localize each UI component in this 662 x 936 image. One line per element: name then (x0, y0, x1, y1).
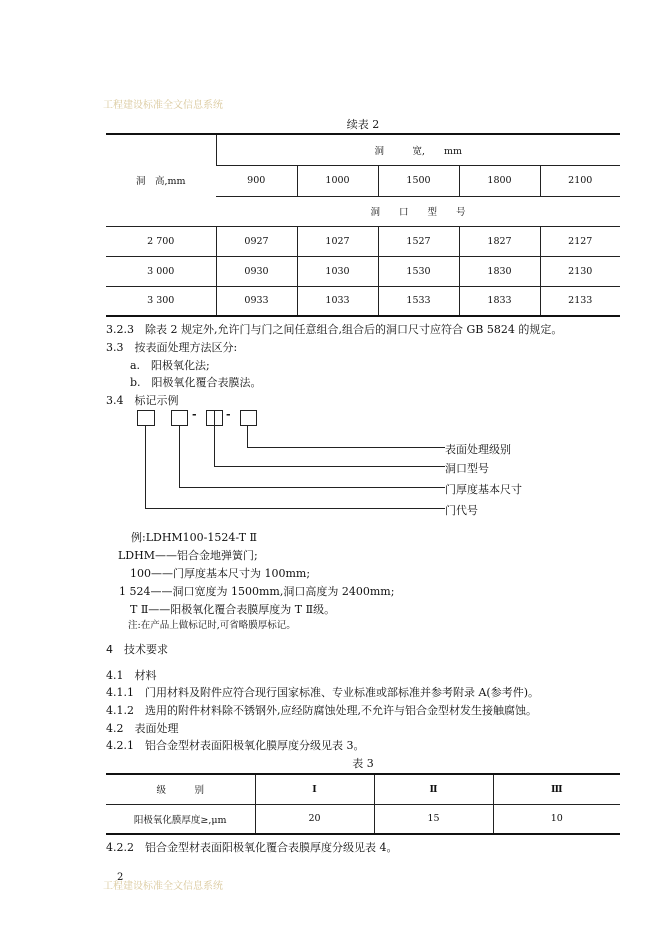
para-3-3-a: a. 阳极氧化法; (130, 359, 210, 372)
para-4-1-1: 4.1.1 门用材料及附件应符合现行国家标准、专业标准或部标准并参考附录 A(参考件)。 (106, 686, 540, 699)
code-cell: 1830 (459, 256, 540, 286)
label-opening-model: 洞口型号 (445, 462, 489, 475)
page-number: 2 (117, 872, 124, 883)
example-note: 注:在产品上做标记时,可省略膜厚标记。 (128, 620, 296, 631)
watermark-top: 工程建设标准全文信息系统 (103, 100, 223, 111)
code-cell: 2130 (540, 256, 620, 286)
para-3-3: 3.3 按表面处理方法区分: (106, 341, 238, 354)
model-header: 洞 口 型 号 (216, 196, 620, 226)
example-line: 1 524——洞口宽度为 1500mm,洞口高度为 2400mm; (119, 585, 395, 598)
code-cell: 0933 (216, 286, 297, 316)
para-3-2-3: 3.2.3 除表 2 规定外,允许门与门之间任意组合,组合后的洞口尺寸应符合 GB 5824 的规定。 (106, 323, 563, 336)
example-line: T Ⅱ——阳极氧化覆合表膜厚度为 T Ⅱ级。 (130, 603, 336, 616)
table3 (106, 773, 620, 835)
width-header: 洞 宽, mm (216, 134, 620, 165)
table3-caption: 表 3 (352, 757, 374, 770)
example-line: LDHM——铝合金地弹簧门; (118, 549, 258, 562)
para-4-2: 4.2 表面处理 (106, 722, 179, 735)
code-cell: 1030 (297, 256, 378, 286)
table-row (106, 226, 620, 256)
width-cell: 1000 (297, 165, 378, 196)
width-cell: 2100 (540, 165, 620, 196)
code-cell: 1827 (459, 226, 540, 256)
section-4-title: 4 技术要求 (106, 643, 168, 656)
code-cell: 1833 (459, 286, 540, 316)
para-3-3-b: b. 阳极氧化覆合表膜法。 (130, 376, 262, 389)
code-cell: 2133 (540, 286, 620, 316)
dash: - (226, 408, 231, 421)
box-door-code (137, 410, 155, 426)
table-row (106, 286, 620, 316)
para-4-1-2: 4.1.2 选用的附件材料除不锈钢外,应经防腐蚀处理,不允许与铝合金型材发生接触腐蚀。 (106, 704, 537, 717)
label-door-code: 门代号 (445, 504, 478, 517)
label-thickness: 门厚度基本尺寸 (445, 483, 522, 496)
para-4-1: 4.1 材料 (106, 669, 157, 682)
code-cell: 1530 (378, 256, 459, 286)
grade-cell: Ⅲ (493, 774, 620, 804)
height-cell: 3 300 (106, 286, 216, 316)
width-cell: 1500 (378, 165, 459, 196)
height-cell: 3 000 (106, 256, 216, 286)
height-cell: 2 700 (106, 226, 216, 256)
example-line: 例:LDHM100-1524-T Ⅱ (131, 531, 258, 544)
para-4-2-1: 4.2.1 铝合金型材表面阳极氧化膜厚度分级见表 3。 (106, 739, 365, 752)
value-cell: 10 (493, 804, 620, 834)
code-cell: 0930 (216, 256, 297, 286)
row-header: 洞 高,mm (106, 134, 216, 226)
table2-caption: 续表 2 (346, 118, 380, 131)
table-row (106, 256, 620, 286)
code-cell: 1533 (378, 286, 459, 316)
code-cell: 1033 (297, 286, 378, 316)
grade-cell: Ⅰ (255, 774, 374, 804)
code-cell: 1027 (297, 226, 378, 256)
code-cell: 2127 (540, 226, 620, 256)
example-line: 100——门厚度基本尺寸为 100mm; (130, 567, 311, 580)
box-thickness (171, 410, 188, 426)
box-surface-grade (240, 410, 257, 426)
width-cell: 900 (216, 165, 297, 196)
para-3-4: 3.4 标记示例 (106, 394, 179, 407)
value-cell: 15 (374, 804, 493, 834)
para-4-2-2: 4.2.2 铝合金型材表面阳极氧化覆合表膜厚度分级见表 4。 (106, 841, 398, 854)
code-cell: 0927 (216, 226, 297, 256)
dash: - (192, 408, 197, 421)
grade-cell: Ⅱ (374, 774, 493, 804)
grade-header: 级 别 (106, 774, 255, 804)
value-cell: 20 (255, 804, 374, 834)
table-row (106, 804, 620, 834)
width-cell: 1800 (459, 165, 540, 196)
label-surface-grade: 表面处理级别 (445, 443, 511, 456)
table2 (106, 133, 620, 317)
watermark-bottom: 工程建设标准全文信息系统 (103, 881, 223, 892)
thickness-label: 阳极氧化膜厚度≥,μm (106, 804, 255, 834)
code-cell: 1527 (378, 226, 459, 256)
